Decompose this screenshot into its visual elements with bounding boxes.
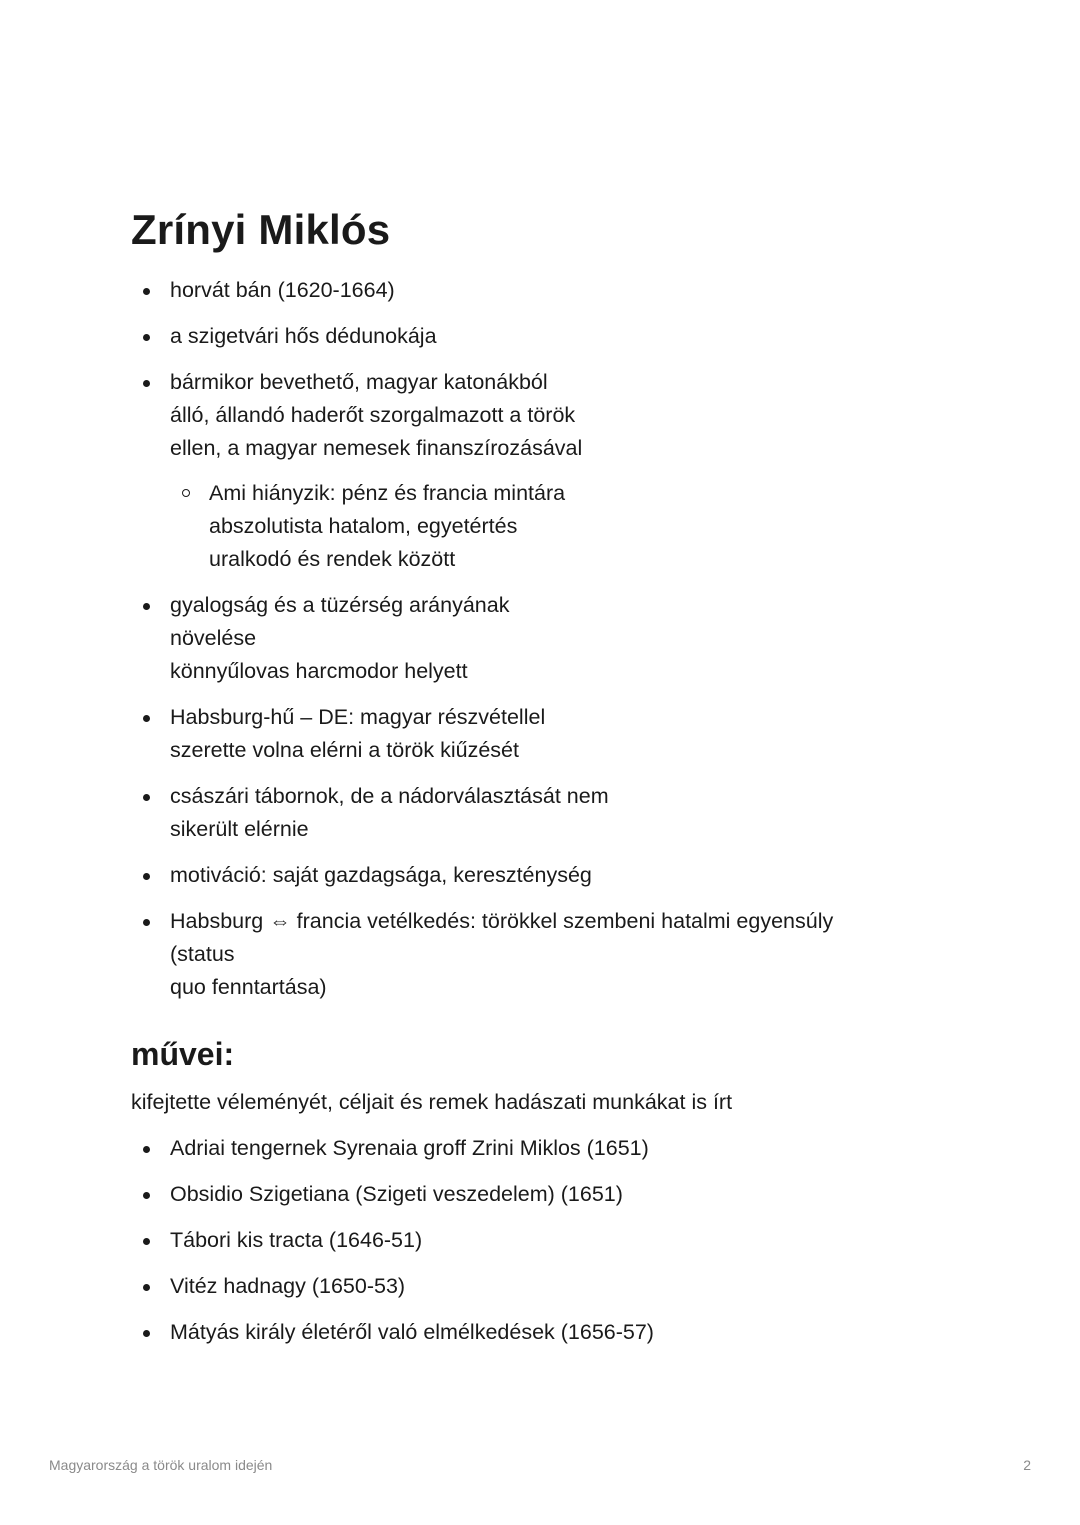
work-item: Adriai tengernek Syrenaia groff Zrini Miklos (1651) — [131, 1132, 951, 1165]
work-item: Obsidio Szigetiana (Szigeti veszedelem) (1651) — [131, 1178, 951, 1211]
list-item: a szigetvári hős dédunokája — [131, 320, 951, 353]
list-item: császári tábornok, de a nádorválasztását nem sikerült elérnie — [131, 780, 951, 846]
works-list — [131, 1132, 951, 1349]
sub-list-item: Ami hiányzik: pénz és francia mintára abszolutista hatalom, egyetértés uralkodó és rendek között — [170, 477, 951, 576]
work-item: Vitéz hadnagy (1650-53) — [131, 1270, 951, 1303]
work-item: Tábori kis tracta (1646-51) — [131, 1224, 951, 1257]
page-content — [131, 200, 951, 1362]
footer-document-title: Magyarország a török uralom idején — [49, 1457, 273, 1473]
works-intro: kifejtette véleményét, céljait és remek hadászati munkákat is írt — [131, 1090, 733, 1114]
page-title: Zrínyi Miklós — [131, 206, 391, 253]
list-item: motiváció: saját gazdagsága, kereszténység — [131, 859, 951, 892]
list-item: Habsburg-hű – DE: magyar részvétellel szerette volna elérni a török kiűzését — [131, 701, 951, 767]
list-item: gyalogság és a tüzérség arányának növelése könnyűlovas harcmodor helyett — [131, 589, 951, 688]
list-item: horvát bán (1620-1664) — [131, 274, 951, 307]
list-item: Habsburg ⇔ francia vetélkedés: törökkel szembeni hatalmi egyensúly (status quo fenntartása) — [131, 905, 951, 1004]
bio-list — [131, 274, 951, 1004]
list-item-text: bármikor bevethető, magyar katonákból álló, állandó haderőt szorgalmazott a török ellen, a magyar nemesek finanszírozásával — [170, 370, 583, 460]
work-item: Mátyás király életéről való elmélkedések (1656-57) — [131, 1316, 951, 1349]
sub-list — [170, 477, 951, 576]
footer-page-number: 2 — [1023, 1457, 1031, 1473]
list-item — [131, 366, 951, 576]
works-heading: művei: — [131, 1036, 235, 1072]
